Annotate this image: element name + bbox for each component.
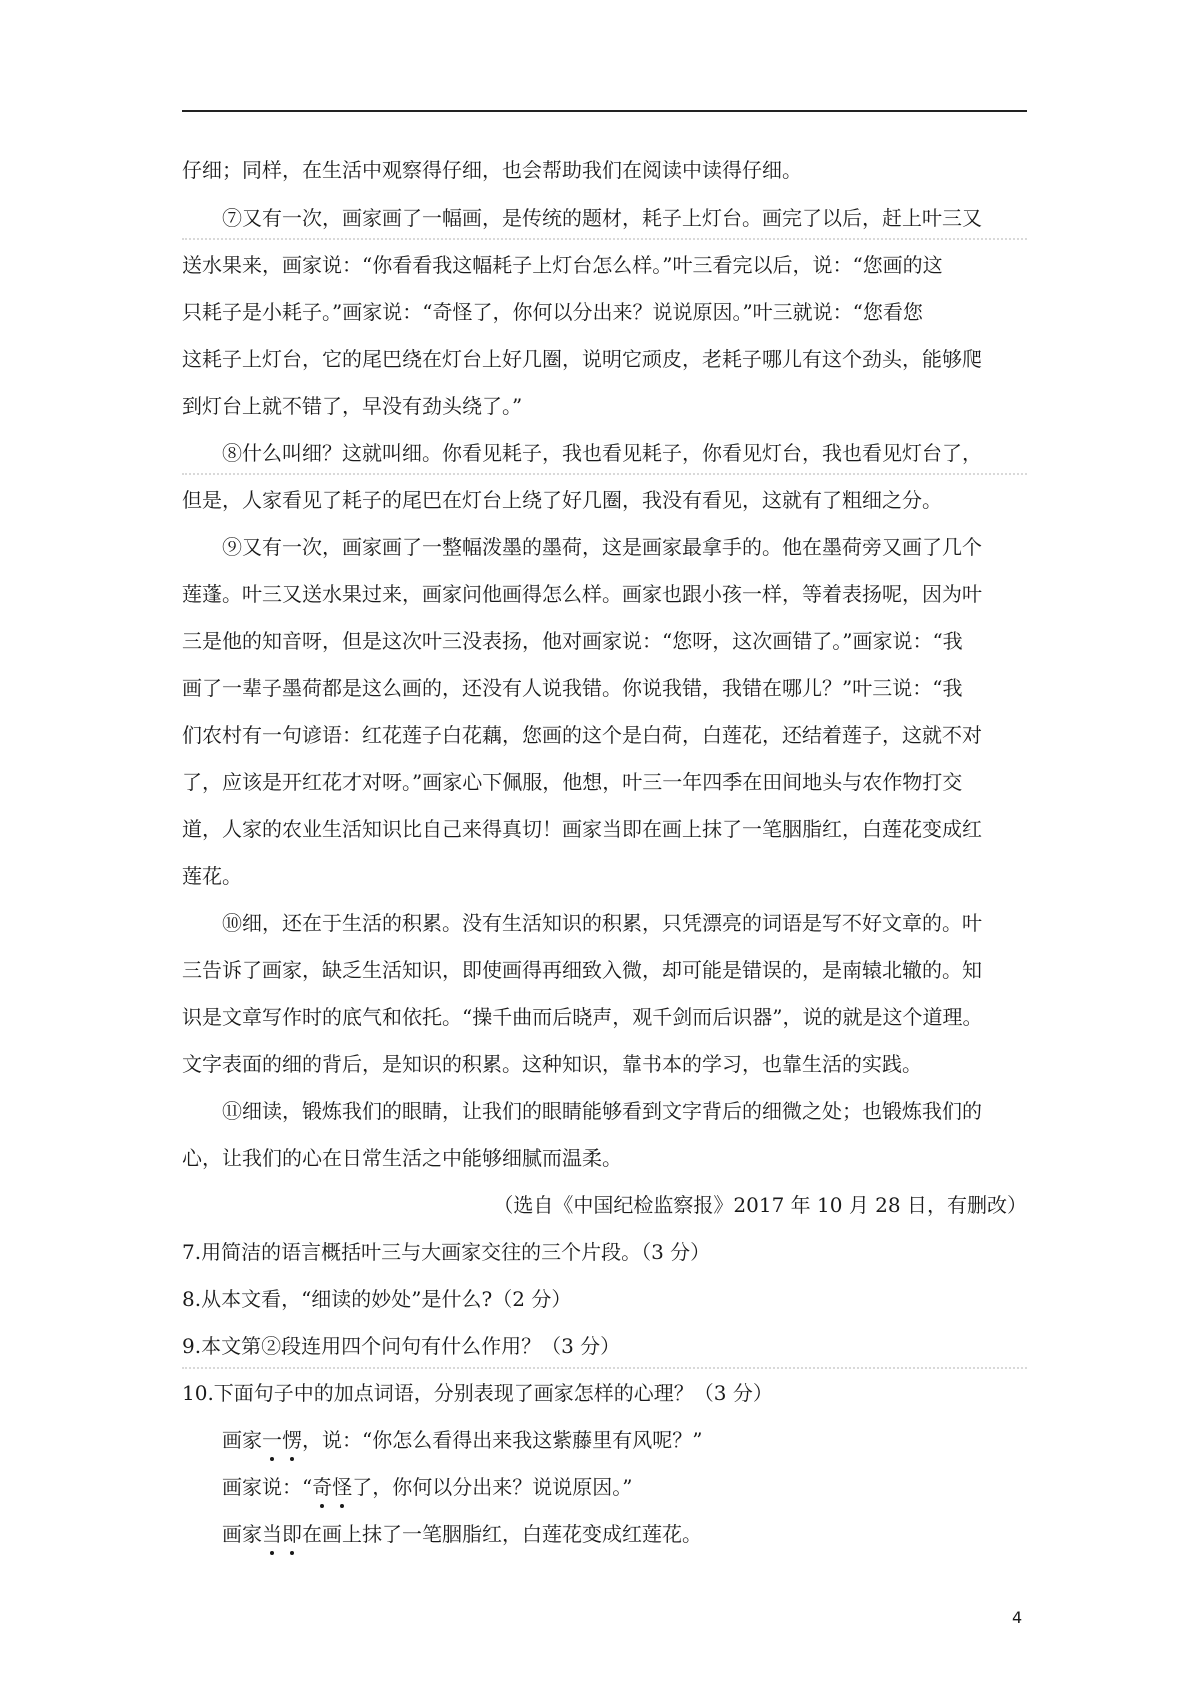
text-line: 莲蓬。叶三又送水果过来，画家问他画得怎么样。画家也跟小孩一样，等着表扬呢，因为叶 [182,582,982,606]
text-line: ⑨又有一次，画家画了一整幅泼墨的墨荷，这是画家最拿手的。他在墨荷旁又画了几个 [222,535,982,559]
source-note: （选自《中国纪检监察报》2017 年 10 月 28 日，有删改） [493,1193,1027,1217]
text-line: 只耗子是小耗子。”画家说：“奇怪了，你何以分出来？说说原因。”叶三就说：“您看您 [182,300,923,324]
example-sentence-2 [222,1473,632,1501]
dotted-separator [182,473,1027,475]
text-line: 道，人家的农业生活知识比自己来得真切！画家当即在画上抹了一笔胭脂红，白莲花变成红 [182,817,982,841]
example-text: 画家 [222,1522,262,1546]
text-line: 莲花。 [182,864,242,888]
example-sentence-1 [222,1426,702,1454]
text-line: 三是他的知音呀，但是这次叶三没表扬，他对画家说：“您呀，这次画错了。”画家说：“我 [182,629,963,653]
example-text: 画家 [222,1428,262,1452]
header-rule [182,110,1027,112]
text-line: 文字表面的细的背后，是知识的积累。这种知识，靠书本的学习，也靠生活的实践。 [182,1052,922,1076]
page-number: 4 [1012,1608,1023,1627]
text-line: 仔细；同样，在生活中观察得仔细，也会帮助我们在阅读中读得仔细。 [182,158,802,182]
example-text: 了，你何以分出来？说说原因。” [352,1475,633,1499]
example-text: 画家说：“ [222,1475,313,1499]
dotted-separator [182,238,1027,240]
text-line: 送水果来，画家说：“你看看我这幅耗子上灯台怎么样。”叶三看完以后，说：“您画的这 [182,253,943,277]
emphasized-word: 一愣 [262,1428,302,1452]
question-8: 8.从本文看，“细读的妙处”是什么?（2 分） [182,1287,572,1311]
text-line: 心，让我们的心在日常生活之中能够细腻而温柔。 [182,1146,622,1170]
dotted-separator [182,1367,1027,1369]
text-line: 们农村有一句谚语：红花莲子白花藕，您画的这个是白荷，白莲花，还结着莲子，这就不对 [182,723,982,747]
question-9: 9.本文第②段连用四个问句有什么作用？（3 分） [182,1334,621,1358]
example-sentence-3 [222,1520,702,1548]
text-line: 了，应该是开红花才对呀。”画家心下佩服，他想，叶三一年四季在田间地头与农作物打交 [182,770,963,794]
text-line: ⑩细，还在于生活的积累。没有生活知识的积累，只凭漂亮的词语是写不好文章的。叶 [222,911,982,935]
example-text: 在画上抹了一笔胭脂红，白莲花变成红莲花。 [302,1522,702,1546]
text-line: ⑪细读，锻炼我们的眼睛，让我们的眼睛能够看到文字背后的细微之处；也锻炼我们的 [222,1099,982,1123]
text-line: ⑧什么叫细？这就叫细。你看见耗子，我也看见耗子，你看见灯台，我也看见灯台了， [222,441,982,465]
emphasized-word: 奇怪 [312,1475,353,1499]
emphasized-word: 当即 [262,1522,302,1546]
text-line: 三告诉了画家，缺乏生活知识，即使画得再细致入微，却可能是错误的，是南辕北辙的。知 [182,958,982,982]
question-7: 7.用简洁的语言概括叶三与大画家交往的三个片段。（3 分） [182,1240,711,1264]
text-line: 这耗子上灯台，它的尾巴绕在灯台上好几圈，说明它顽皮，老耗子哪儿有这个劲头，能够爬 [182,347,982,371]
example-text: ，说：“你怎么看得出来我这紫藤里有风呢？” [302,1428,703,1452]
question-10: 10.下面句子中的加点词语，分别表现了画家怎样的心理？（3 分） [182,1381,773,1405]
text-line: 画了一辈子墨荷都是这么画的，还没有人说我错。你说我错，我错在哪儿？”叶三说：“我 [182,676,963,700]
text-line: 到灯台上就不错了，早没有劲头绕了。” [182,394,523,418]
text-line: 但是，人家看见了耗子的尾巴在灯台上绕了好几圈，我没有看见，这就有了粗细之分。 [182,488,942,512]
text-line: 识是文章写作时的底气和依托。“操千曲而后晓声，观千剑而后识器”，说的就是这个道理。 [182,1005,983,1029]
text-line: ⑦又有一次，画家画了一幅画，是传统的题材，耗子上灯台。画完了以后，赶上叶三又 [222,206,982,230]
